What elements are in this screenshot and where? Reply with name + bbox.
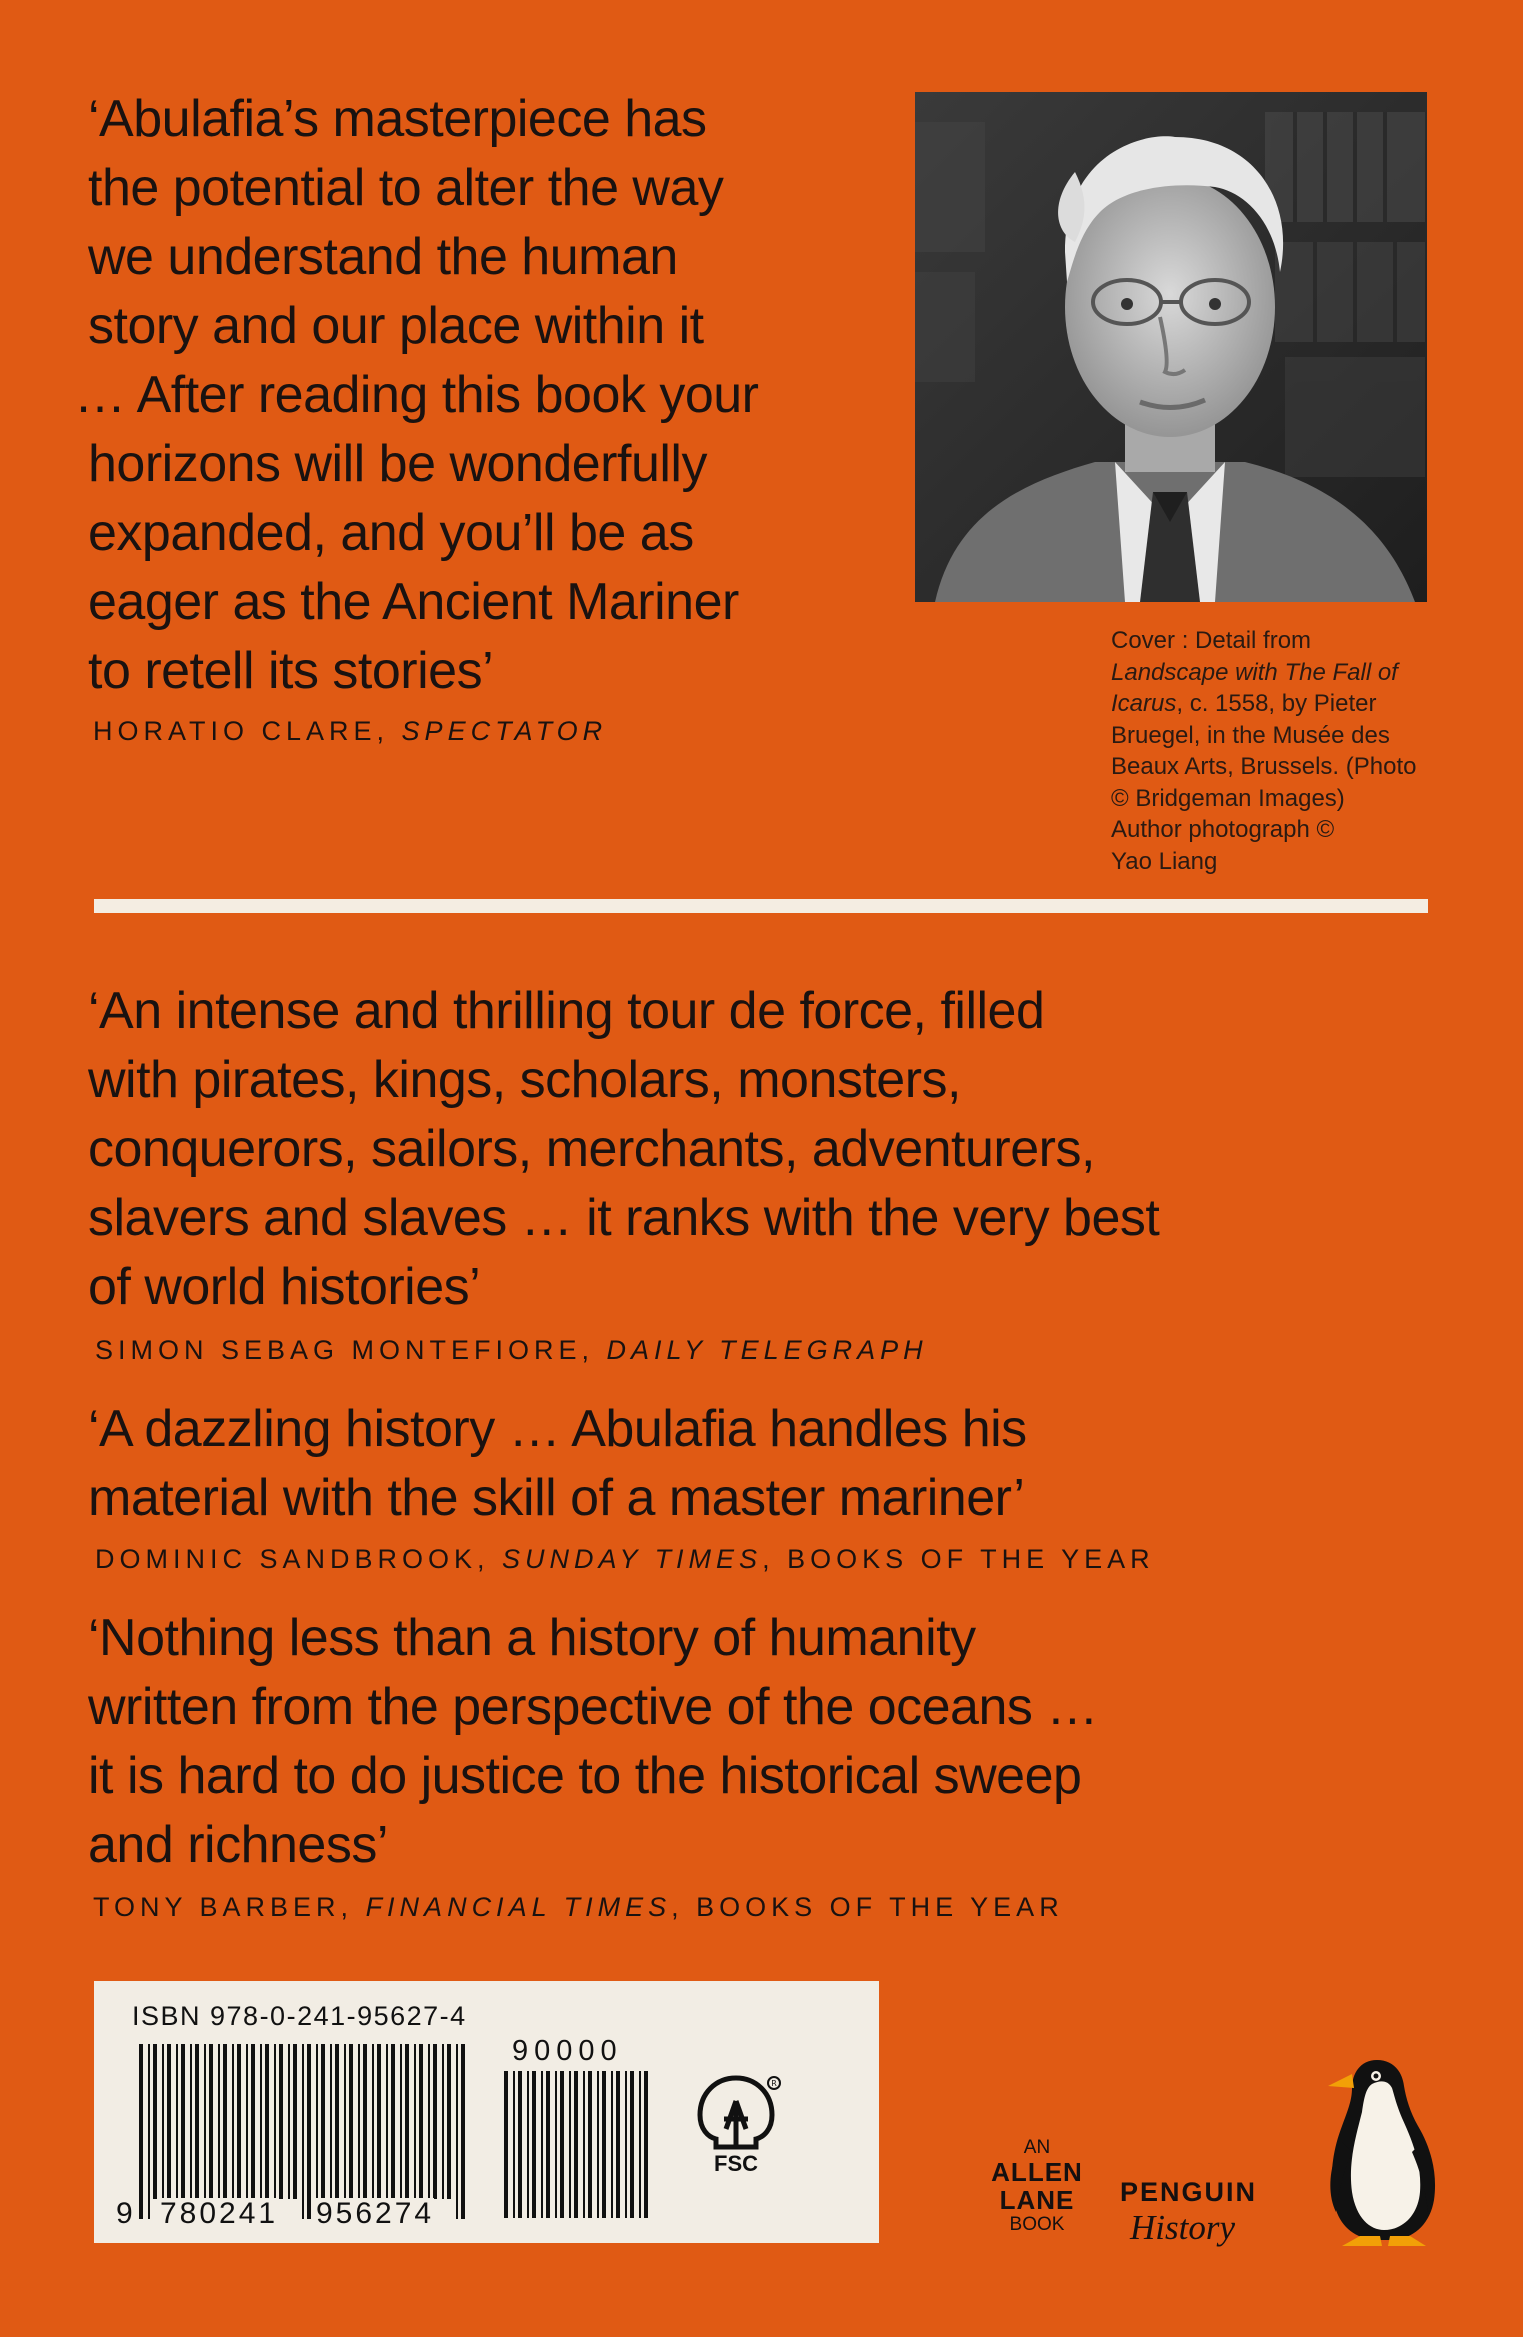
imprint-allen: ALLEN (991, 2157, 1083, 2187)
barcode-bar (237, 2044, 241, 2199)
addon-barcode (504, 2071, 654, 2218)
quote-horatio-clare (74, 85, 759, 706)
barcode-bar (274, 2044, 276, 2199)
isbn-barcode (139, 2044, 469, 2219)
attribution-name: HORATIO CLARE, (93, 716, 402, 746)
attribution-suffix: , BOOKS OF THE YEAR (762, 1544, 1155, 1574)
barcode-bar (532, 2071, 536, 2218)
barcode-bar (405, 2044, 409, 2199)
credit-line: Author photograph © (1111, 816, 1335, 843)
barcode-bar (513, 2071, 515, 2218)
barcode-bar (176, 2044, 178, 2199)
barcode-bar (447, 2044, 451, 2199)
barcode-bar (316, 2044, 318, 2199)
addon-digits: 90000 (512, 2035, 623, 2067)
penguin-wordmark: PENGUIN (1120, 2177, 1258, 2207)
attribution-dominic-sandbrook (95, 1544, 1155, 1575)
barcode-digit-first: 9 (116, 2197, 133, 2230)
quote-line: expanded, and you’ll be as (88, 504, 694, 562)
credit-line: , c. 1558, by Pieter (1176, 690, 1377, 717)
barcode-bar (611, 2071, 613, 2218)
cover-credit (1111, 625, 1431, 877)
barcode-bar (279, 2044, 283, 2199)
barcode-bar (218, 2044, 220, 2199)
attribution-source: SPECTATOR (401, 716, 608, 746)
quote-line: ‘Abulafia’s masterpiece has (88, 90, 707, 148)
barcode-bar (546, 2071, 550, 2218)
quote-line: with pirates, kings, scholars, monsters, (88, 1051, 961, 1109)
barcode-bar (181, 2044, 185, 2199)
barcode-bar (555, 2071, 557, 2218)
quote-line: story and our place within it (88, 297, 704, 355)
barcode-bar (260, 2044, 262, 2199)
barcode-bar (442, 2044, 444, 2199)
divider-rule (94, 899, 1428, 913)
barcode-bar (456, 2044, 458, 2219)
barcode-bar (148, 2044, 150, 2219)
barcode-bar (428, 2044, 430, 2199)
credit-line: Landscape with The Fall of (1111, 658, 1398, 686)
barcode-bar (419, 2044, 423, 2199)
credit-line: Beaux Arts, Brussels. (Photo (1111, 753, 1417, 780)
barcode-bar (288, 2044, 290, 2199)
quote-line: slavers and slaves … it ranks with the very best (88, 1189, 1160, 1247)
barcode-bar (321, 2044, 325, 2199)
barcode-bar (644, 2071, 648, 2218)
barcode-bar (363, 2044, 367, 2199)
barcode-bar (190, 2044, 192, 2199)
barcode-bar (232, 2044, 234, 2199)
barcode-bar (391, 2044, 395, 2199)
barcode-bar (344, 2044, 346, 2199)
attribution-name: TONY BARBER, (93, 1892, 366, 1922)
barcode-bar (293, 2044, 297, 2199)
author-portrait (915, 92, 1427, 602)
imprint-lane: LANE (999, 2185, 1075, 2215)
quote-line: horizons will be wonderfully (88, 435, 707, 493)
quote-line: the potential to alter the way (88, 159, 724, 217)
quote-line: to retell its stories’ (88, 642, 494, 700)
imprint-an: AN (1023, 2137, 1051, 2158)
quote-line: ‘A dazzling history … Abulafia handles his (88, 1400, 1027, 1458)
barcode-bar (307, 2044, 311, 2219)
barcode-bar (518, 2071, 522, 2218)
isbn-label: ISBN 978-0-241-95627-4 (132, 2001, 467, 2031)
barcode-bar (377, 2044, 381, 2199)
barcode-panel (94, 1981, 879, 2243)
barcode-bar (246, 2044, 248, 2199)
barcode-bar (139, 2044, 143, 2219)
attribution-name: SIMON SEBAG MONTEFIORE, (95, 1335, 607, 1365)
barcode-bar (574, 2071, 578, 2218)
barcode-bar (461, 2044, 465, 2219)
barcode-bar (630, 2071, 634, 2218)
penguin-logo-icon (1322, 2052, 1442, 2252)
attribution-suffix: , BOOKS OF THE YEAR (671, 1892, 1064, 1922)
quote-line: and richness’ (88, 1816, 388, 1874)
barcode-bar (602, 2071, 606, 2218)
barcode-bar (330, 2044, 332, 2199)
barcode-bar (597, 2071, 599, 2218)
barcode-bar (209, 2044, 213, 2199)
barcode-bar (153, 2044, 157, 2199)
quote-simon-sebag-montefiore (88, 977, 1159, 1322)
svg-text:R: R (771, 2079, 777, 2088)
barcode-bar (504, 2071, 508, 2218)
barcode-bar (569, 2071, 571, 2218)
imprint-book: BOOK (1009, 2214, 1065, 2235)
barcode-bar (204, 2044, 206, 2199)
fsc-label: FSC (714, 2151, 758, 2176)
attribution-name: DOMINIC SANDBROOK, (95, 1544, 503, 1574)
quote-line: it is hard to do justice to the historical sweep (88, 1747, 1082, 1805)
barcode-bar (400, 2044, 402, 2199)
barcode-bar (639, 2071, 641, 2218)
barcode-bar (560, 2071, 564, 2218)
author-portrait-drawing (915, 92, 1427, 602)
barcode-bar (414, 2044, 416, 2199)
quote-tony-barber (88, 1604, 1098, 1880)
barcode-bar (167, 2044, 171, 2199)
quote-line: … After reading this book your (74, 366, 759, 424)
barcode-digit-group-2: 956274 (316, 2197, 435, 2230)
barcode-bar (265, 2044, 269, 2199)
barcode-bar (625, 2071, 627, 2218)
barcode-bar (588, 2071, 592, 2218)
quote-line: eager as the Ancient Mariner (88, 573, 739, 631)
barcode-bar (583, 2071, 585, 2218)
history-wordmark: History (1130, 2208, 1235, 2247)
credit-line: Yao Liang (1111, 847, 1218, 875)
credit-line: Icarus (1111, 690, 1177, 717)
quote-line: written from the perspective of the oceans … (88, 1678, 1098, 1736)
barcode-bar (358, 2044, 360, 2199)
attribution-simon-sebag-montefiore (95, 1335, 928, 1366)
barcode-bar (251, 2044, 255, 2199)
attribution-tony-barber (93, 1892, 1064, 1923)
barcode-digit-group-1: 780241 (160, 2197, 279, 2230)
barcode-bar (349, 2044, 353, 2199)
barcode-bar (372, 2044, 374, 2199)
barcode-bar (195, 2044, 199, 2199)
attribution-source: DAILY TELEGRAPH (606, 1335, 928, 1365)
barcode-bar (433, 2044, 437, 2199)
credit-line: Cover : Detail from (1111, 627, 1312, 654)
credit-line: Bruegel, in the Musée des (1111, 721, 1390, 749)
attribution-source: SUNDAY TIMES (502, 1544, 763, 1574)
barcode-bar (386, 2044, 388, 2199)
attribution-horatio-clare (93, 716, 607, 747)
barcode-bar (302, 2044, 304, 2219)
quote-dominic-sandbrook (88, 1395, 1027, 1533)
attribution-source: FINANCIAL TIMES (365, 1892, 672, 1922)
barcode-bar (223, 2044, 227, 2199)
quote-line: ‘Nothing less than a history of humanity (88, 1609, 976, 1667)
quote-line: ‘An intense and thrilling tour de force, filled (88, 982, 1045, 1040)
barcode-bar (541, 2071, 543, 2218)
quote-line: of world histories’ (88, 1258, 481, 1316)
quote-line: material with the skill of a master mariner’ (88, 1469, 1025, 1527)
barcode-bar (335, 2044, 339, 2199)
quote-line: conquerors, sailors, merchants, adventurers, (88, 1120, 1095, 1178)
barcode-bar (527, 2071, 529, 2218)
quote-line: we understand the human (88, 228, 678, 286)
barcode-bar (162, 2044, 164, 2199)
credit-line: © Bridgeman Images) (1111, 784, 1345, 812)
fsc-tree-icon (686, 2073, 786, 2183)
barcode-bar (616, 2071, 620, 2218)
